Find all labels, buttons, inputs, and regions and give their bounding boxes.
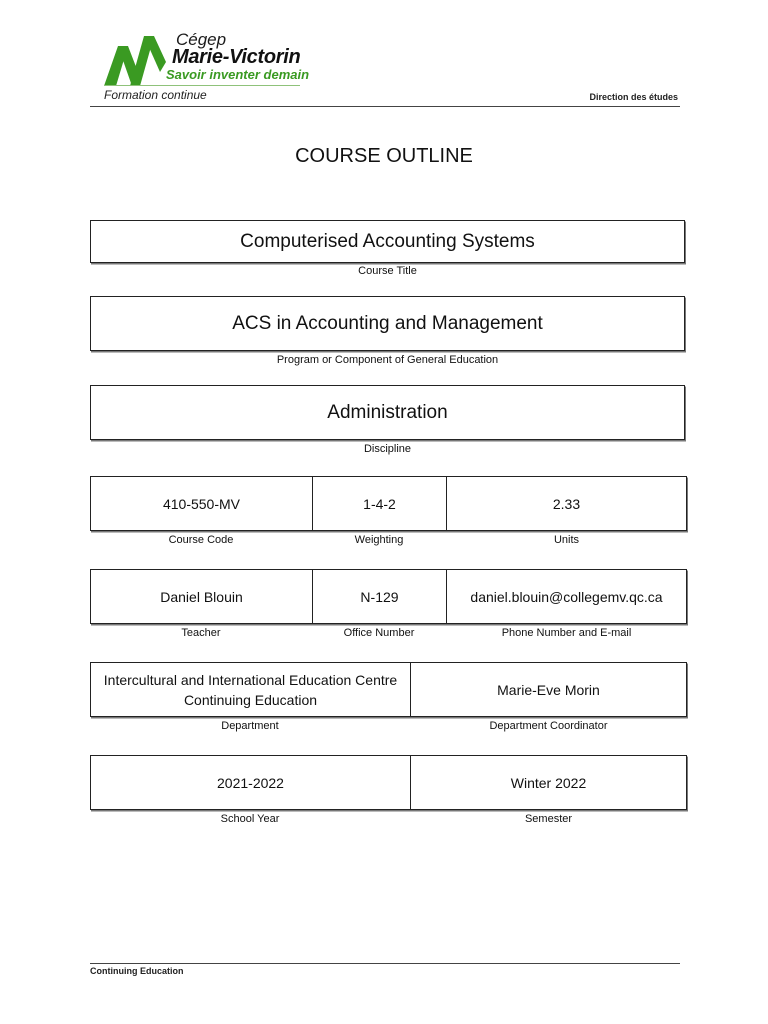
footer-text: Continuing Education bbox=[90, 966, 184, 976]
teacher-info-table bbox=[90, 569, 687, 624]
logo-cegep-text: Cégep bbox=[176, 30, 227, 49]
mv-logo-icon bbox=[104, 32, 172, 88]
program-label: Program or Component of General Education bbox=[276, 354, 499, 366]
discipline-label: Discipline bbox=[363, 443, 412, 455]
page-title: COURSE OUTLINE bbox=[295, 145, 473, 167]
course-info-table bbox=[90, 476, 687, 531]
footer-divider bbox=[90, 963, 680, 964]
discipline-value: Administration bbox=[327, 401, 448, 423]
school-year-value: 2021-2022 bbox=[91, 756, 411, 809]
course-code-label: Course Code bbox=[168, 534, 234, 546]
college-logo bbox=[104, 30, 314, 102]
units-label: Units bbox=[553, 534, 580, 546]
department-value bbox=[91, 663, 411, 716]
office-value: N-129 bbox=[313, 570, 447, 623]
department-info-table bbox=[90, 662, 687, 717]
semester-value: Winter 2022 bbox=[510, 774, 587, 791]
weighting-value: 1-4-2 bbox=[313, 477, 447, 530]
department-line-2: Continuing Education bbox=[183, 691, 318, 708]
course-title-label: Course Title bbox=[358, 265, 417, 277]
program-value: ACS in Accounting and Management bbox=[232, 312, 543, 334]
department-line-1: Intercultural and International Education Centre bbox=[103, 671, 398, 688]
header-divider bbox=[90, 106, 680, 107]
logo-college-name: Marie-Victorin bbox=[172, 46, 301, 68]
teacher-value: Daniel Blouin bbox=[91, 570, 313, 623]
office-label: Office Number bbox=[343, 627, 415, 639]
direction-label: Direction des études bbox=[589, 92, 678, 102]
contact-value: daniel.blouin@collegemv.qc.ca bbox=[470, 588, 663, 605]
logo-slogan: Savoir inventer demain bbox=[166, 67, 310, 82]
program-box bbox=[90, 296, 685, 351]
course-title-box bbox=[90, 220, 685, 263]
logo-divider bbox=[104, 85, 300, 86]
course-title-value: Computerised Accounting Systems bbox=[240, 230, 535, 252]
coordinator-label: Department Coordinator bbox=[489, 720, 608, 732]
semester-label: Semester bbox=[524, 813, 573, 825]
teacher-label: Teacher bbox=[181, 627, 221, 639]
discipline-box bbox=[90, 385, 685, 440]
logo-formation-continue: Formation continue bbox=[104, 88, 207, 102]
term-info-table bbox=[90, 755, 687, 810]
school-year-label: School Year bbox=[220, 813, 280, 825]
weighting-label: Weighting bbox=[354, 534, 404, 546]
units-value: 2.33 bbox=[552, 495, 581, 512]
coordinator-value: Marie-Eve Morin bbox=[497, 681, 600, 698]
department-label: Department bbox=[221, 720, 279, 732]
contact-label: Phone Number and E-mail bbox=[501, 627, 632, 639]
course-code-value: 410-550-MV bbox=[91, 477, 313, 530]
